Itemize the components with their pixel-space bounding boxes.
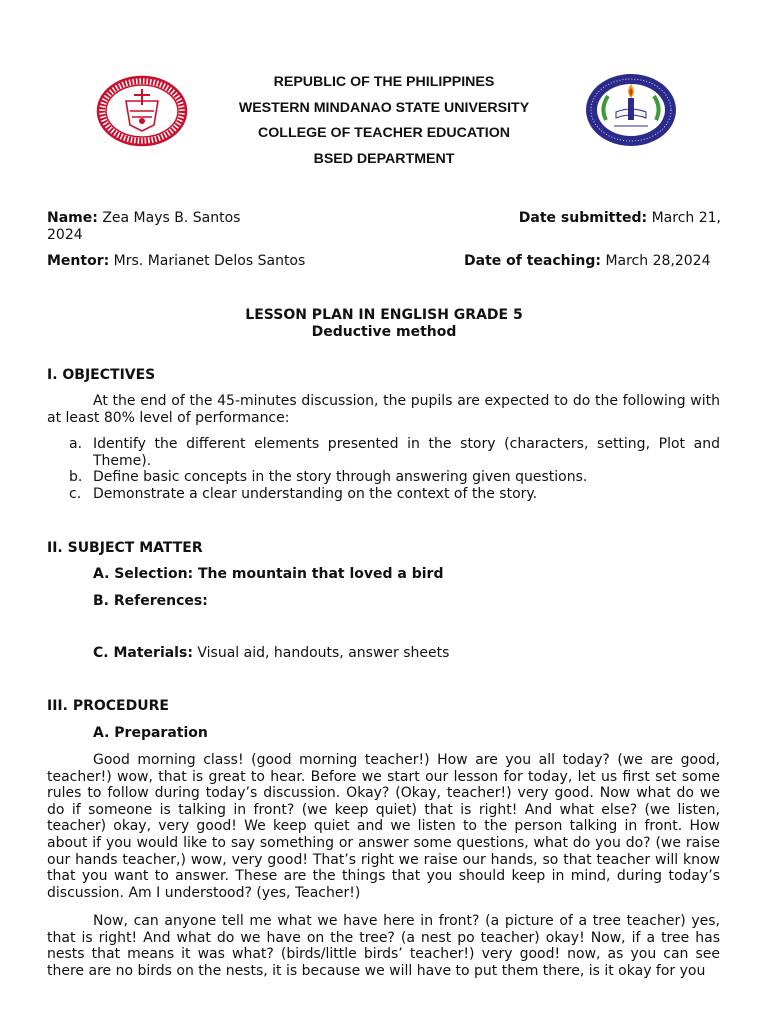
- date-teaching-label: Date of teaching:: [464, 253, 601, 269]
- header-line-college: COLLEGE OF TEACHER EDUCATION: [258, 125, 510, 141]
- selection-line: A. Selection: The mountain that loved a bird: [93, 566, 444, 582]
- mentor-label: Mentor:: [47, 253, 110, 269]
- date-submitted-year: 2024: [47, 227, 83, 243]
- lesson-title: [47, 307, 721, 340]
- header-line-university: WESTERN MINDANAO STATE UNIVERSITY: [238, 99, 530, 116]
- header-line-department: BSED DEPARTMENT: [313, 150, 455, 167]
- preparation-heading: A. Preparation: [93, 725, 208, 741]
- procedure-heading: III. PROCEDURE: [47, 698, 169, 714]
- materials-line: [93, 645, 449, 661]
- mentor-value: Mrs. Marianet Delos Santos: [113, 253, 306, 269]
- list-item: a. Identify the different elements presented in the story (characters, setting, Plot and Theme).: [69, 436, 720, 469]
- objectives-intro: At the end of the 45-minutes discussion, the pupils are expected to do the following with at least 80% level of performance:: [47, 393, 720, 426]
- name-value: Zea Mays B. Santos: [102, 210, 241, 226]
- subject-matter-heading: II. SUBJECT MATTER: [47, 540, 203, 556]
- name-label: Name:: [47, 210, 98, 226]
- institution-header: [200, 70, 568, 172]
- date-teaching-value: March 28,2024: [605, 253, 711, 269]
- date-teaching-field: [464, 253, 710, 270]
- procedure-paragraph-2: Now, can anyone tell me what we have here in front? (a picture of a tree teacher) yes, that is right! And what do we have on the tree? (a nest po teacher) okay! Now, if a tree has nests that means it was what? (birds/little birds’ teacher!) very good! now, as you can see there are no birds on the nests, it is because we will have to put them there, is it okay for you: [47, 913, 720, 979]
- mentor-field: [47, 253, 305, 270]
- list-item: b. Define basic concepts in the story through answering given questions.: [69, 469, 588, 486]
- cte-seal-icon: [584, 72, 678, 148]
- references-line: B. References:: [93, 593, 208, 609]
- date-submitted-label: Date submitted:: [518, 210, 648, 226]
- materials-value: Visual aid, handouts, answer sheets: [197, 645, 450, 661]
- procedure-paragraph-1: Good morning class! (good morning teacher!) How are you all today? (we are good, teacher!) wow, that is great to hear. Before we start our lesson for today, let us first set some rules to follow during today’s discussion. Okay? (Okay, teacher!) very good. Now what do we do if someone is talking in front? (we keep quiet) that is right! And what else? (we listen, teacher) okay, very good! We keep quiet and we listen to the person talking in front. How about if you would like to say something or answer some questions, what do you do? (we raise our hands teacher,) wow, very good! That’s right we raise our hands, so that teacher will know that you want to answer. These are the things that you should keep in mind, during today’s discussion. Am I understood? (yes, Teacher!): [47, 752, 720, 901]
- header-line-republic: REPUBLIC OF THE PHILIPPINES: [273, 74, 495, 90]
- date-submitted-value: March 21,: [651, 210, 721, 226]
- list-item: c. Demonstrate a clear understanding on the context of the story.: [69, 485, 538, 502]
- lesson-title-line: LESSON PLAN IN ENGLISH GRADE 5: [245, 307, 523, 323]
- objectives-list: [47, 436, 720, 502]
- wmsu-seal-icon: [96, 75, 188, 147]
- name-field: [47, 210, 240, 227]
- objectives-heading: I. OBJECTIVES: [47, 367, 156, 383]
- lesson-method-line: Deductive method: [311, 323, 457, 340]
- date-submitted-field: [519, 210, 721, 227]
- materials-label: C. Materials:: [93, 645, 193, 661]
